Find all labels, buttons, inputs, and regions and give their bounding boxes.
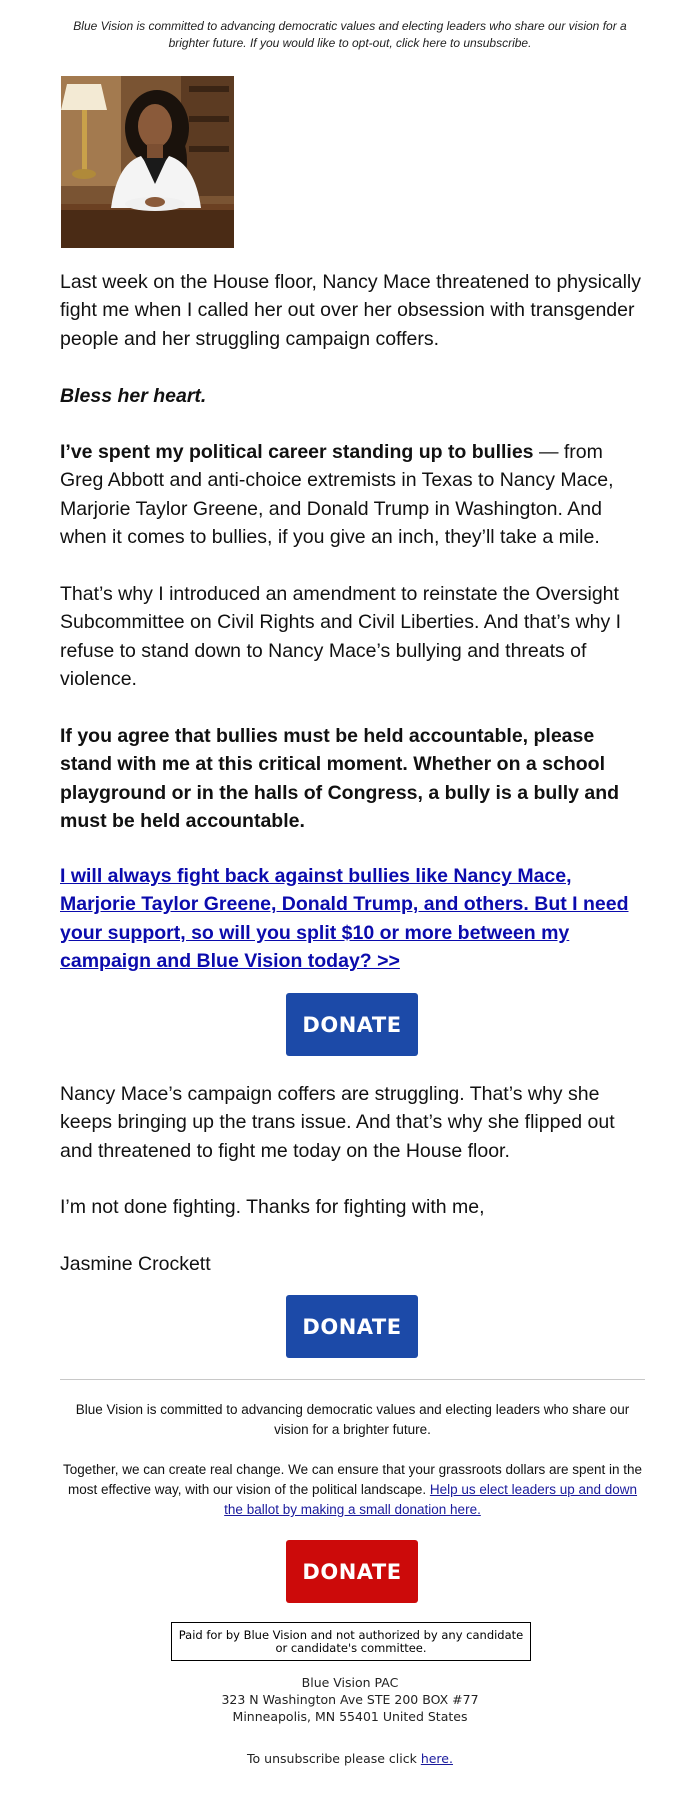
signature: Jasmine Crockett	[60, 1253, 211, 1275]
footer-change-copy: Together, we can create real change. We can ensure that your grassroots dollars are spent in the most effective way, with our vision of the political landscape.	[62, 1462, 643, 1497]
paid-for-disclaimer: Paid for by Blue Vision and not authorized by any candidate or candidate's committee.	[171, 1622, 531, 1661]
body-paragraph-3-bold: I’ve spent my political career standing up to bullies	[60, 441, 534, 463]
donate-link-paragraph	[60, 862, 645, 976]
unsubscribe-line	[150, 1750, 550, 1767]
body-paragraph-1: Last week on the House floor, Nancy Mace threatened to physically fight me when I called her out over her obsession with transgender people and her struggling campaign coffers.	[60, 271, 641, 350]
body-paragraph-8: I’m not done fighting. Thanks for fighting with me,	[60, 1196, 485, 1218]
address-line-3: Minneapolis, MN 55401 United States	[232, 1709, 468, 1724]
address-line-2: 323 N Washington Ave STE 200 BOX #77	[221, 1692, 479, 1707]
footer-donate-link[interactable]: Help us elect leaders up and down the ballot by making a small donation here.	[224, 1482, 638, 1517]
candidate-photo	[61, 76, 234, 248]
body-paragraph-3	[60, 438, 645, 552]
unsubscribe-text: To unsubscribe please click	[247, 1751, 421, 1766]
donate-button-2[interactable]: DONATE	[286, 1295, 418, 1358]
donate-button-3[interactable]: DONATE	[286, 1540, 418, 1603]
footer-mission-text: Blue Vision is committed to advancing democratic values and electing leaders who share our vision for a brighter future.	[75, 1402, 630, 1437]
donate-text-link[interactable]: I will always fight back against bullies like Nancy Mace, Marjorie Taylor Greene, Donald Trump, and others. But I need your support, so will you split $10 or more between my campaign and Blue Vision today? >>	[60, 865, 629, 973]
preheader-text: Blue Vision is committed to advancing democratic values and electing leaders who share our vision for a brighter future. If you would like to opt-out, click here to unsubscribe.	[73, 19, 627, 50]
body-paragraph-7: Nancy Mace’s campaign coffers are struggling. That’s why she keeps bringing up the trans issue. And that’s why she flipped out and threatened to fight me today on the House floor.	[60, 1083, 615, 1162]
body-paragraph-5: If you agree that bullies must be held accountable, please stand with me at this critical moment. Whether on a school playground or in the halls of Congress, a bully is a bully and must be held accountable.	[60, 725, 620, 833]
donate-button-1[interactable]: DONATE	[286, 993, 418, 1056]
unsubscribe-link[interactable]: here.	[420, 1751, 453, 1766]
footer-divider	[60, 1379, 645, 1380]
body-paragraph-bless: Bless her heart.	[60, 385, 207, 407]
address-line-1: Blue Vision PAC	[301, 1675, 399, 1690]
body-paragraph-4: That’s why I introduced an amendment to reinstate the Oversight Subcommittee on Civil Rights and Civil Liberties. And that’s why I refuse to stand down to Nancy Mace’s bullying and threats of violence.	[60, 583, 622, 691]
body-paragraph-3-rest: — from Greg Abbott and anti-choice extremists in Texas to Nancy Mace, Marjorie Taylor Greene, and Donald Trump in Washington. And when it comes to bullies, if you give an inch, they’ll take a mile.	[60, 441, 614, 549]
footer-change-text	[60, 1460, 645, 1520]
mailing-address	[150, 1674, 550, 1725]
